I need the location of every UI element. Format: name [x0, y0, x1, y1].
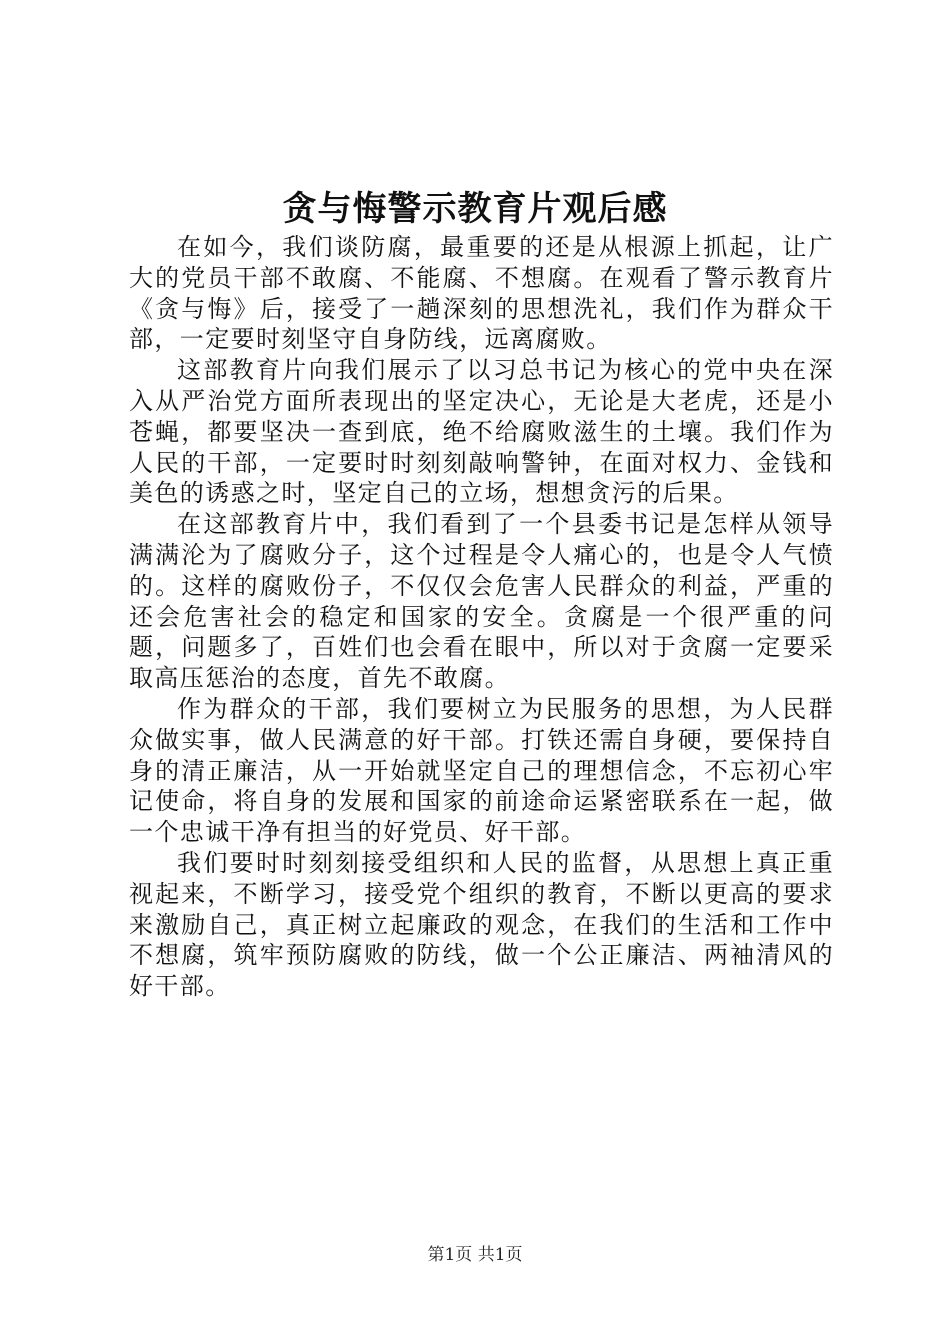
- paragraph-2: 这部教育片向我们展示了以习总书记为核心的党中央在深入从严治党方面所表现出的坚定决心，无论是大老虎，还是小苍蝇，都要坚决一查到底，绝不给腐败滋生的土壤。我们作为人民的干部，一定要时时刻刻敲响警钟，在面对权力、金钱和美色的诱惑之时，坚定自己的立场，想想贪污的后果。: [129, 356, 834, 508]
- document-body: [129, 232, 834, 1002]
- paragraph-4: 作为群众的干部，我们要树立为民服务的思想，为人民群众做实事，做人民满意的好干部。打铁还需自身硬，要保持自身的清正廉洁，从一开始就坚定自己的理想信念，不忘初心牢记使命，将自身的发展和国家的前途命运紧密联系在一起，做一个忠诚干净有担当的好党员、好干部。: [129, 694, 834, 847]
- paragraph-3: 在这部教育片中，我们看到了一个县委书记是怎样从领导满满沦为了腐败分子，这个过程是令人痛心的，也是令人气愤的。这样的腐败份子，不仅仅会危害人民群众的利益，严重的还会危害社会的稳定和国家的安全。贪腐是一个很严重的问题，问题多了，百姓们也会看在眼中，所以对于贪腐一定要采取高压惩治的态度，首先不敢腐。: [129, 510, 834, 693]
- paragraph-1: 在如今，我们谈防腐，最重要的还是从根源上抓起，让广大的党员干部不敢腐、不能腐、不想腐。在观看了警示教育片《贪与悔》后，接受了一趟深刻的思想洗礼，我们作为群众干部，一定要时刻坚守自身防线，远离腐败。: [129, 233, 834, 354]
- paragraph-5: 我们要时时刻刻接受组织和人民的监督，从思想上真正重视起来，不断学习，接受党个组织的教育，不断以更高的要求来激励自己，真正树立起廉政的观念，在我们的生活和工作中不想腐，筑牢预防腐败的防线，做一个公正廉洁、两袖清风的好干部。: [129, 848, 834, 1001]
- page-footer: 第1页 共1页: [427, 1245, 523, 1265]
- document-title: 贪与悔警示教育片观后感: [282, 189, 668, 229]
